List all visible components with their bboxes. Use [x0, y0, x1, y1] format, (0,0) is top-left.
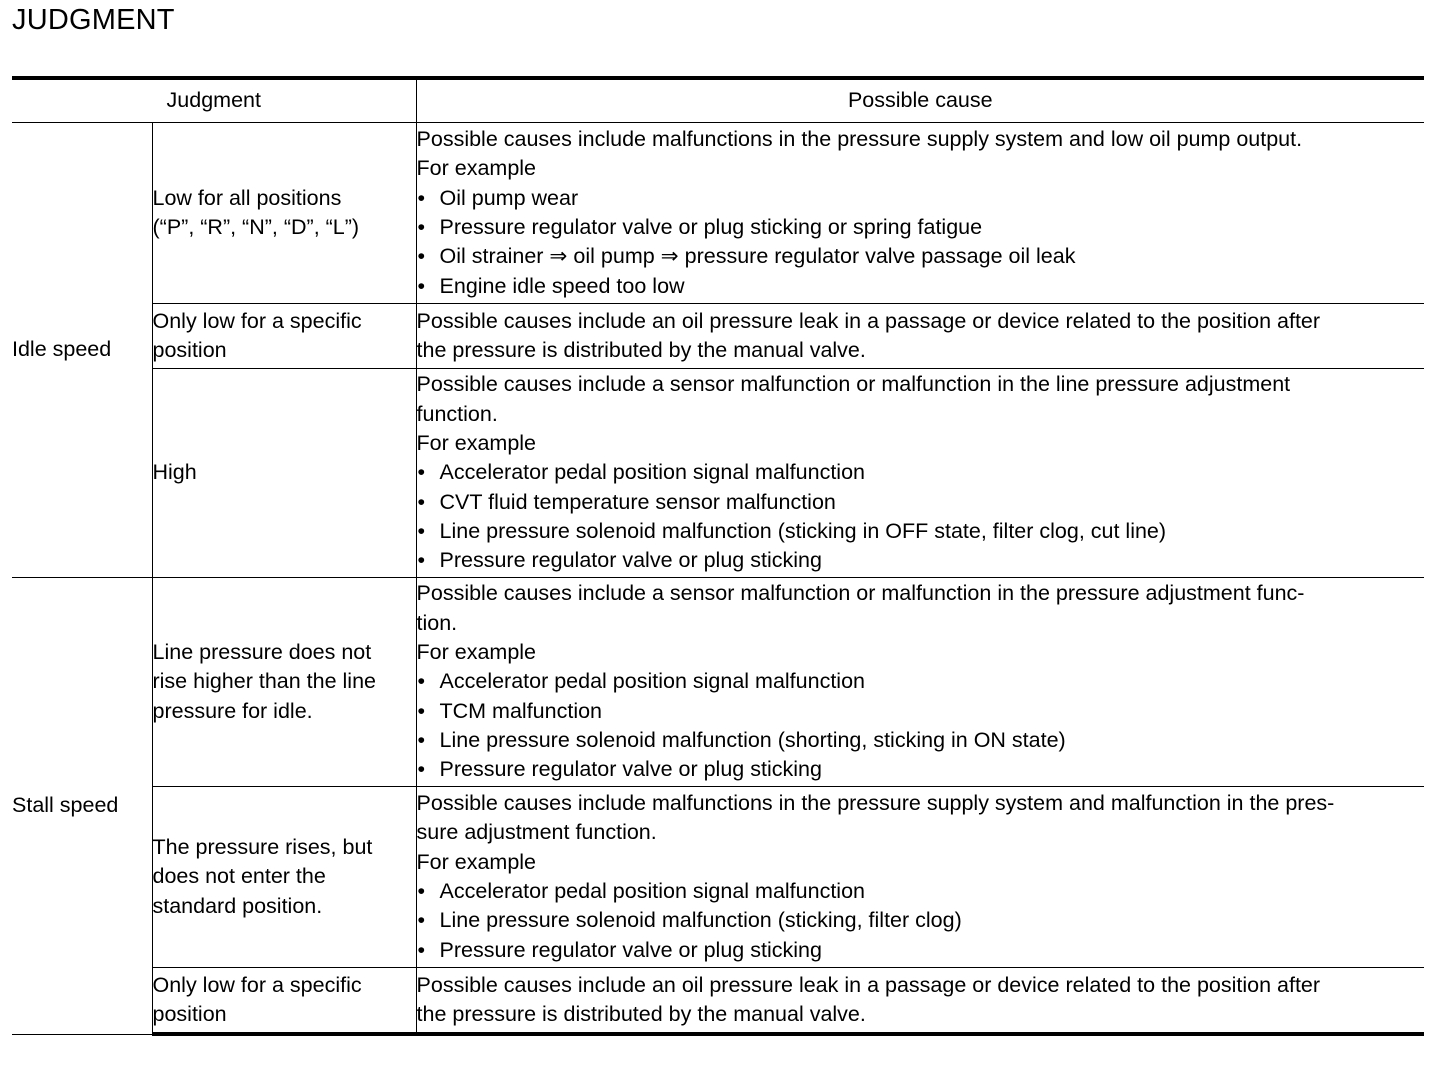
judgment-column-header: Judgment — [12, 78, 416, 123]
cause-cell — [416, 304, 1424, 369]
cause-list-item: • Accelerator pedal position signal malfunction — [417, 458, 1425, 487]
cause-cell — [416, 123, 1424, 304]
cause-list-item: • Pressure regulator valve or plug sticking or spring fatigue — [417, 213, 1425, 242]
example-label: For example — [416, 640, 537, 665]
cause-list-item: • Engine idle speed too low — [417, 272, 1425, 301]
judgment-line: pressure for idle. — [152, 698, 313, 723]
judgment-cell — [152, 369, 416, 578]
cause-text: Possible causes include a sensor malfunction or malfunction in the line pressure adjustment — [416, 372, 1291, 397]
cause-text: Possible causes include a sensor malfunction or malfunction in the pressure adjustment func- — [416, 581, 1305, 606]
judgment-line: Only low for a specific — [152, 308, 362, 333]
page-title: JUDGMENT — [12, 4, 175, 36]
cause-list-item: • CVT fluid temperature sensor malfunction — [417, 488, 1425, 517]
cause-cell — [416, 968, 1424, 1035]
cause-text: Possible causes include malfunctions in the pressure supply system and low oil pump output. — [416, 127, 1303, 152]
cause-text: Possible causes include malfunctions in the pressure supply system and malfunction in the pres- — [416, 791, 1335, 816]
example-label: For example — [416, 849, 537, 874]
judgment-line: Low for all positions — [152, 185, 342, 210]
cause-cell — [416, 787, 1424, 968]
cause-cell — [416, 578, 1424, 787]
cause-list-item: • Pressure regulator valve or plug sticking — [417, 755, 1425, 784]
table-row — [12, 304, 1424, 369]
cause-list-item: • Accelerator pedal position signal malfunction — [417, 877, 1425, 906]
judgment-cell — [152, 304, 416, 369]
judgment-line: High — [152, 460, 197, 485]
cause-text: the pressure is distributed by the manual valve. — [416, 338, 866, 362]
judgment-line: (“P”, “R”, “N”, “D”, “L”) — [152, 215, 360, 239]
cause-list-item: • Line pressure solenoid malfunction (sticking in OFF state, filter clog, cut line) — [417, 517, 1425, 546]
cause-cell — [416, 369, 1424, 578]
judgment-line: standard position. — [152, 893, 323, 918]
judgment-line: position — [152, 1002, 227, 1026]
cause-list — [417, 667, 1425, 784]
table-row — [12, 578, 1424, 787]
cause-list-item: • TCM malfunction — [417, 697, 1425, 726]
example-label: For example — [416, 431, 537, 456]
cause-list-item: • Oil pump wear — [417, 184, 1425, 213]
judgment-cell — [152, 968, 416, 1035]
table-row — [12, 369, 1424, 578]
judgment-line: Line pressure does not — [152, 640, 372, 665]
judgment-line: does not enter the — [152, 864, 326, 889]
cause-list — [417, 877, 1425, 965]
cause-list-item: • Oil strainer ⇒ oil pump ⇒ pressure regulator valve passage oil leak — [417, 242, 1425, 271]
cause-text: Possible causes include an oil pressure leak in a passage or device related to the position after — [416, 972, 1321, 997]
possible-cause-column-header: Possible cause — [416, 78, 1424, 123]
cause-list-item: • Line pressure solenoid malfunction (sticking, filter clog) — [417, 906, 1425, 935]
example-label: For example — [416, 156, 537, 181]
table-row — [12, 787, 1424, 968]
cause-list — [417, 184, 1425, 301]
judgment-cell — [152, 787, 416, 968]
judgment-cell — [152, 123, 416, 304]
cause-text: Possible causes include an oil pressure leak in a passage or device related to the position after — [416, 308, 1321, 333]
table-row — [12, 123, 1424, 304]
cause-list-item: • Accelerator pedal position signal malfunction — [417, 667, 1425, 696]
cause-list-item: • Pressure regulator valve or plug sticking — [417, 546, 1425, 575]
table-header-row — [12, 78, 1424, 123]
cause-text: the pressure is distributed by the manual valve. — [416, 1002, 866, 1026]
cause-list — [417, 458, 1425, 575]
group-label-idle-speed: Idle speed — [12, 123, 152, 578]
table-row — [12, 968, 1424, 1035]
judgment-table — [12, 76, 1424, 1036]
cause-text: tion. — [416, 610, 458, 635]
cause-text: sure adjustment function. — [416, 820, 657, 845]
cause-list-item: • Line pressure solenoid malfunction (shorting, sticking in ON state) — [417, 726, 1425, 755]
judgment-line: position — [152, 338, 227, 362]
judgment-cell — [152, 578, 416, 787]
group-label-stall-speed: Stall speed — [12, 578, 152, 1035]
cause-text: function. — [416, 401, 498, 426]
judgment-line: rise higher than the line — [152, 669, 377, 694]
judgment-line: Only low for a specific — [152, 972, 362, 997]
cause-list-item: • Pressure regulator valve or plug sticking — [417, 936, 1425, 965]
judgment-line: The pressure rises, but — [152, 835, 373, 860]
